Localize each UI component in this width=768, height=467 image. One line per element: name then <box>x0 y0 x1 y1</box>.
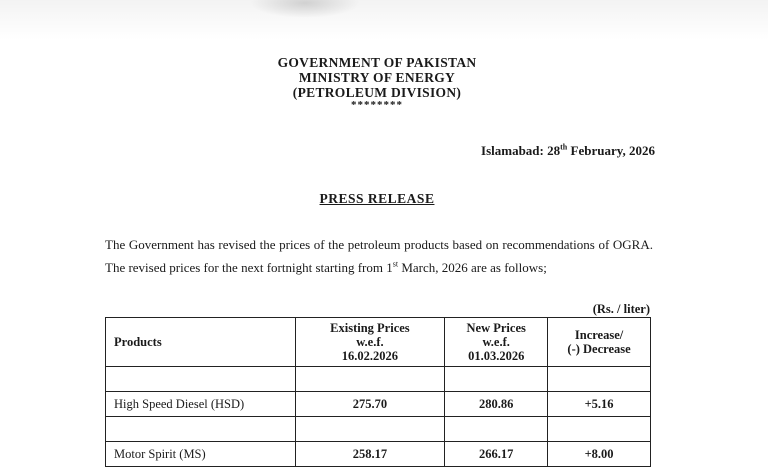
price-table-header-row <box>106 318 651 367</box>
spacer-cell <box>445 417 548 442</box>
table-spacer-row <box>106 367 651 392</box>
letterhead-division: (PETROLEUM DIVISION) <box>292 85 462 100</box>
price-change-cell: +8.00 <box>548 442 651 467</box>
spacer-cell <box>445 367 548 392</box>
body-text-part2: March, 2026 are as follows; <box>398 260 547 275</box>
spacer-cell <box>548 367 651 392</box>
header-new-date: 01.03.2026 <box>468 349 525 363</box>
header-existing-prices <box>295 318 445 367</box>
product-name-cell: High Speed Diesel (HSD) <box>106 392 296 417</box>
spacer-cell <box>106 367 296 392</box>
existing-price-cell: 258.17 <box>295 442 445 467</box>
product-name-cell: Motor Spirit (MS) <box>106 442 296 467</box>
header-existing-date: 16.02.2026 <box>341 349 399 363</box>
letterhead-stars: ******** <box>351 99 403 111</box>
header-existing-title: Existing Prices <box>330 321 410 335</box>
price-unit-label: (Rs. / liter) <box>592 302 650 316</box>
dateline-prefix: Islamabad: 28 <box>481 143 561 158</box>
header-products: Products <box>106 318 296 367</box>
new-price-cell: 266.17 <box>445 442 548 467</box>
spacer-cell <box>106 417 296 442</box>
body-paragraph <box>105 233 653 279</box>
header-change <box>548 318 651 367</box>
letterhead-government: GOVERNMENT OF PAKISTAN <box>277 55 477 70</box>
dateline <box>481 143 655 159</box>
table-spacer-row <box>106 417 651 442</box>
body-ordinal: st <box>392 259 399 269</box>
header-new-prices <box>445 318 548 367</box>
letterhead <box>0 55 754 110</box>
price-table <box>105 317 651 467</box>
table-row <box>106 392 651 417</box>
body-text-part1: The Government has revised the prices of the petroleum products based on recommendations of OGRA. The revised prices for the next fortnight starting from 1 <box>105 237 653 275</box>
price-change-cell: +5.16 <box>548 392 651 417</box>
dateline-suffix: February, 2026 <box>567 143 655 158</box>
existing-price-cell: 275.70 <box>295 392 445 417</box>
spacer-cell <box>295 367 445 392</box>
header-change-decrease: (-) Decrease <box>567 342 631 356</box>
new-price-cell: 280.86 <box>445 392 548 417</box>
header-existing-wef: w.e.f. <box>356 335 384 349</box>
spacer-cell <box>295 417 445 442</box>
header-new-title: New Prices <box>466 321 526 335</box>
letterhead-ministry: MINISTRY OF ENERGY <box>298 70 456 85</box>
press-release-title: PRESS RELEASE <box>319 191 435 206</box>
header-change-increase: Increase/ <box>574 328 624 342</box>
table-row <box>106 442 651 467</box>
spacer-cell <box>548 417 651 442</box>
dateline-ordinal: th <box>560 142 568 152</box>
scan-smudge <box>250 0 360 18</box>
header-new-wef: w.e.f. <box>482 335 510 349</box>
